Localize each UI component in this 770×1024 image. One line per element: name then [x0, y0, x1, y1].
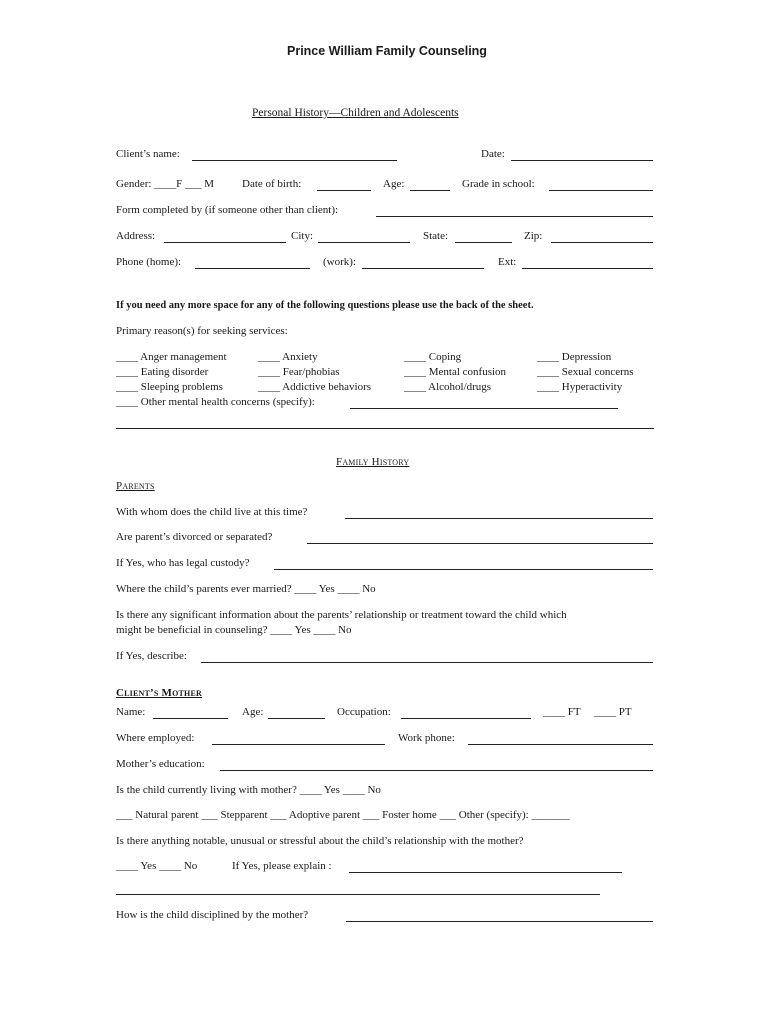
reason-sleeping[interactable]: ____ Sleeping problems [116, 381, 223, 393]
mother-occupation-label: Occupation: [337, 706, 391, 718]
mother-education-label: Mother’s education: [116, 758, 205, 770]
mother-age-field[interactable] [268, 705, 325, 719]
work-label: (work): [323, 256, 356, 268]
state-field[interactable] [455, 229, 512, 243]
mother-disciplined-label: How is the child disciplined by the mother? [116, 909, 309, 921]
address-label: Address: [116, 230, 156, 242]
reason-depression[interactable]: ____ Depression [537, 351, 612, 363]
reason-addictive[interactable]: ____ Addictive behaviors [258, 381, 372, 393]
mother-ft[interactable]: ____ FT [543, 706, 581, 718]
reason-other-field[interactable] [350, 395, 618, 409]
reason-alcohol[interactable]: ____ Alcohol/drugs [404, 381, 492, 393]
city-field[interactable] [318, 229, 410, 243]
mother-notable-question: Is there anything notable, unusual or stressful about the child’s relationship with the mother? [116, 835, 524, 847]
org-name: Prince William Family Counseling [287, 44, 487, 58]
mother-employed-label: Where employed: [116, 732, 195, 744]
parents-heading: Parents [116, 480, 155, 492]
mother-employed-field[interactable] [212, 731, 385, 745]
state-label: State: [423, 230, 449, 242]
mother-notable-yes-no[interactable]: ____ Yes ____ No [116, 860, 198, 872]
live-with-label: With whom does the child live at this time? [116, 506, 308, 518]
dob-field[interactable] [317, 177, 371, 191]
mother-occupation-field[interactable] [401, 705, 531, 719]
primary-reasons-label: Primary reason(s) for seeking services: [116, 325, 288, 337]
mother-explain-extra-line[interactable] [116, 894, 600, 895]
ext-field[interactable] [522, 255, 653, 269]
client-name-label: Client’s name: [116, 148, 180, 160]
dob-label: Date of birth: [242, 178, 302, 190]
client-name-field[interactable] [192, 147, 397, 161]
reason-mental-confusion[interactable]: ____ Mental confusion [404, 366, 507, 378]
mother-parent-type[interactable]: ___ Natural parent ___ Stepparent ___ Adoptive parent ___ Foster home ___ Other (specify): _______ [116, 809, 570, 821]
zip-field[interactable] [551, 229, 653, 243]
living-with-mother-question[interactable]: Is the child currently living with mother? ____ Yes ____ No [116, 784, 381, 796]
city-label: City: [291, 230, 314, 242]
phone-home-label: Phone (home): [116, 256, 182, 268]
custody-field[interactable] [274, 556, 653, 570]
mother-explain-label: If Yes, please explain : [232, 860, 332, 872]
mother-work-phone-field[interactable] [468, 731, 653, 745]
mother-education-field[interactable] [220, 757, 653, 771]
significant-question-line2[interactable]: might be beneficial in counseling? ____ Yes ____ No [116, 624, 352, 636]
date-field[interactable] [511, 147, 653, 161]
describe-field[interactable] [201, 649, 653, 663]
phone-home-field[interactable] [195, 255, 310, 269]
mother-explain-field[interactable] [349, 859, 622, 873]
age-field[interactable] [410, 177, 450, 191]
reason-other[interactable]: ____ Other mental health concerns (specify): [116, 396, 315, 408]
completed-by-label: Form completed by (if someone other than client): [116, 204, 339, 216]
reason-eating[interactable]: ____ Eating disorder [116, 366, 209, 378]
describe-label: If Yes, describe: [116, 650, 187, 662]
work-phone-field[interactable] [362, 255, 484, 269]
divorced-field[interactable] [307, 530, 653, 544]
reason-coping[interactable]: ____ Coping [404, 351, 462, 363]
space-note: If you need any more space for any of the following questions please use the back of the sheet. [116, 300, 534, 311]
mother-age-label: Age: [242, 706, 264, 718]
family-history-heading: Family History [336, 456, 410, 468]
reason-anger[interactable]: ____ Anger management [116, 351, 227, 363]
date-label: Date: [481, 148, 505, 160]
mother-name-label: Name: [116, 706, 146, 718]
form-title: Personal History—Children and Adolescents [252, 107, 459, 119]
mother-heading: Client’s Mother [116, 687, 202, 699]
mother-disciplined-field[interactable] [346, 908, 653, 922]
address-field[interactable] [164, 229, 286, 243]
mother-work-phone-label: Work phone: [398, 732, 455, 744]
gender-label[interactable]: Gender: ____F ___ M [116, 178, 215, 190]
completed-by-field[interactable] [376, 203, 653, 217]
grade-label: Grade in school: [462, 178, 535, 190]
custody-label: If Yes, who has legal custody? [116, 557, 250, 569]
reason-fear[interactable]: ____ Fear/phobias [258, 366, 340, 378]
reason-hyperactivity[interactable]: ____ Hyperactivity [537, 381, 623, 393]
live-with-field[interactable] [345, 505, 653, 519]
reason-sexual[interactable]: ____ Sexual concerns [537, 366, 634, 378]
zip-label: Zip: [524, 230, 543, 242]
age-label: Age: [383, 178, 405, 190]
divorced-label: Are parent’s divorced or separated? [116, 531, 273, 543]
ext-label: Ext: [498, 256, 517, 268]
reason-extra-line[interactable] [116, 428, 654, 429]
significant-question-line1: Is there any significant information about the parents’ relationship or treatment toward the child which [116, 609, 567, 621]
mother-pt[interactable]: ____ PT [594, 706, 632, 718]
married-question[interactable]: Where the child’s parents ever married? ____ Yes ____ No [116, 583, 376, 595]
reason-anxiety[interactable]: ____ Anxiety [258, 351, 318, 363]
grade-field[interactable] [549, 177, 653, 191]
mother-name-field[interactable] [153, 705, 228, 719]
